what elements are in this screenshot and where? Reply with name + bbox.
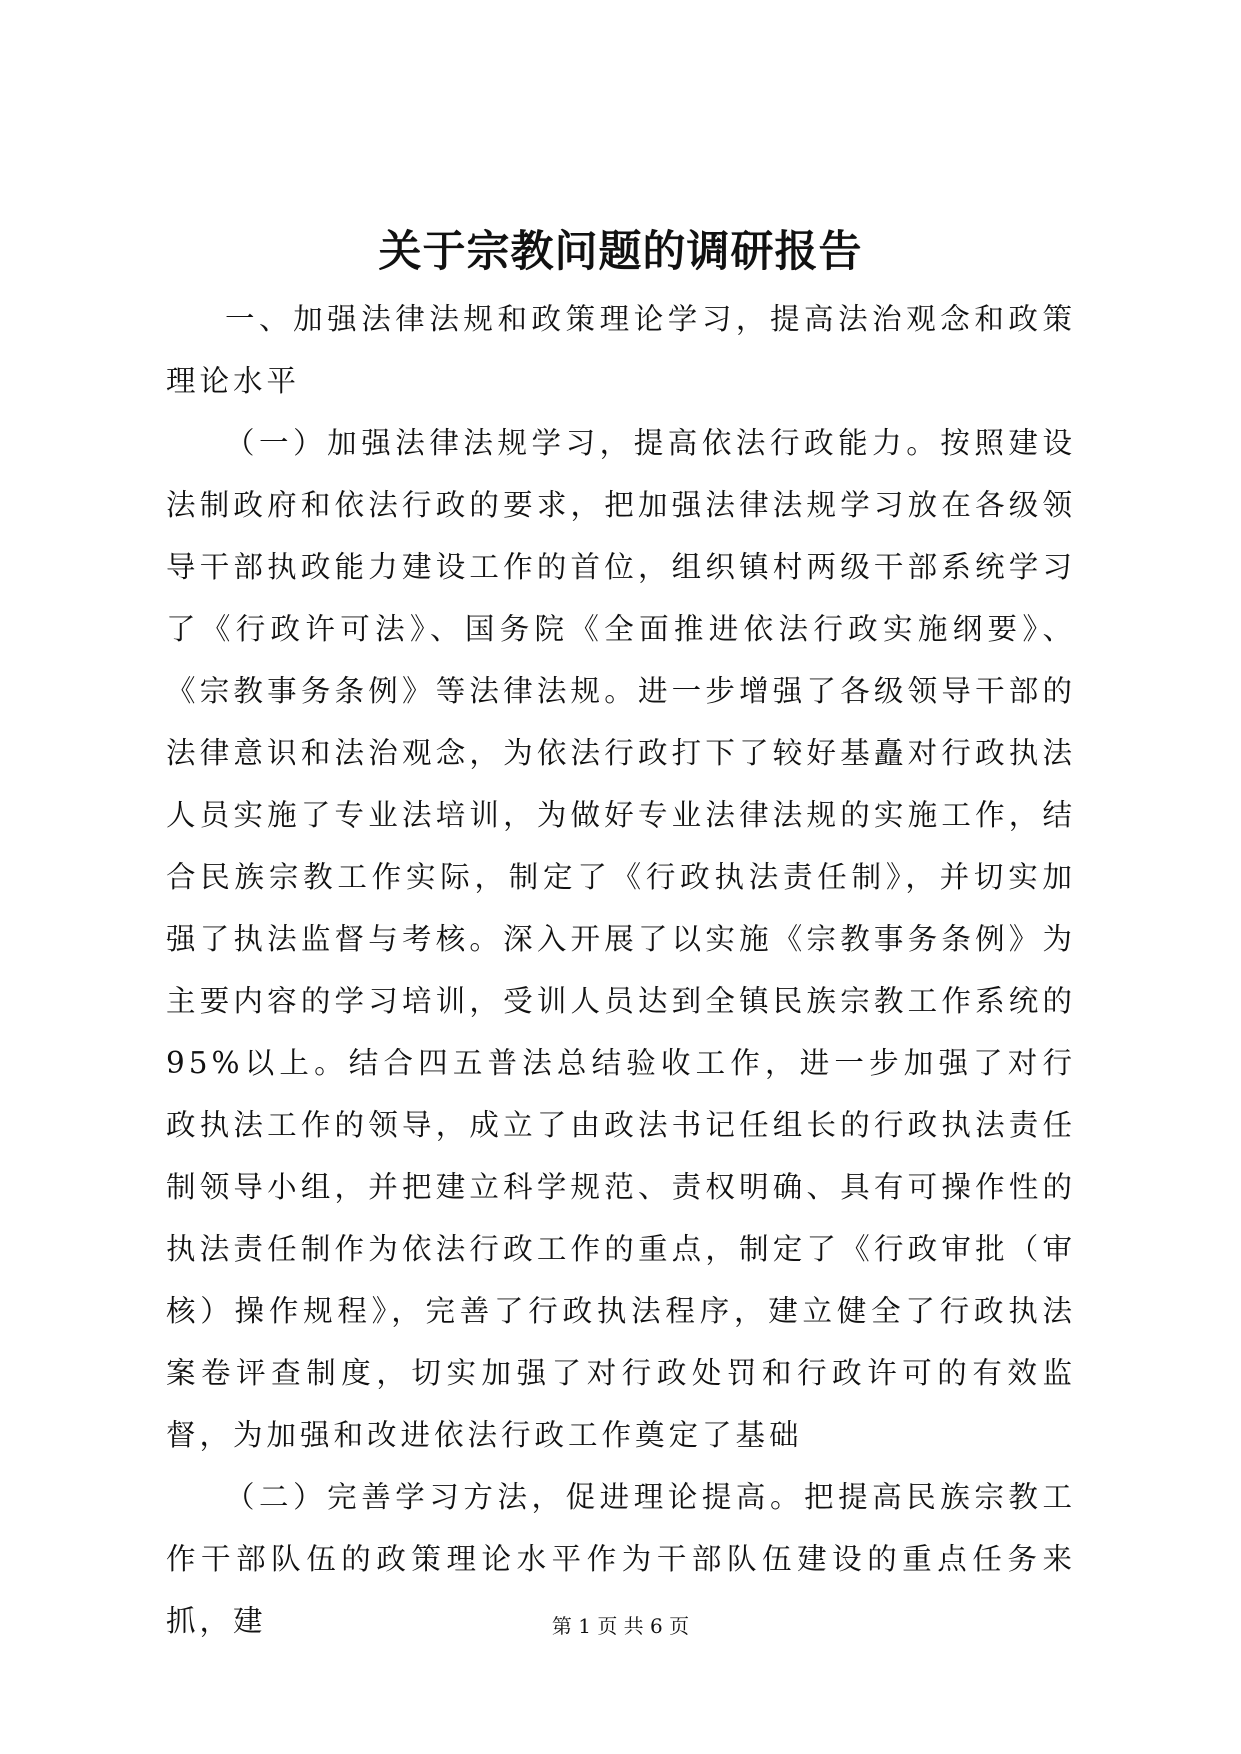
paragraph: （二）完善学习方法，促进理论提高。把提高民族宗教工作干部队伍的政策理论水平作为干部队伍建设的重点任务来抓，建 xyxy=(166,1480,1076,1638)
paragraph: （一）加强法律法规学习，提高依法行政能力。按照建设法制政府和依法行政的要求，把加强法律法规学习放在各级领导干部执政能力建设工作的首位，组织镇村两级干部系统学习了《行政许可法》、国务院《全面推进依法行政实施纲要》、《宗教事务条例》等法律法规。进一步增强了各级领导干部的法律意识和法治观念，为依法行政打下了较好基矗对行政执法人员实施了专业法培训，为做好专业法律法规的实施工作，结合民族宗教工作实际，制定了《行政执法责任制》，并切实加强了执法监督与考核。深入开展了以实施《宗教事务条例》为主要内容的学习培训，受训人员达到全镇民族宗教工作系统的95%以上。结合四五普法总结验收工作，进一步加强了对行政执法工作的领导，成立了由政法书记任组长的行政执法责任制领导小组，并把建立科学规范、责权明确、具有可操作性的执法责任制作为依法行政工作的重点，制定了《行政审批（审核）操作规程》，完善了行政执法程序，建立健全了行政执法案卷评查制度，切实加强了对行政处罚和行政许可的有效监督，为加强和改进依法行政工作奠定了基础 xyxy=(166,426,1076,1452)
document-title: 关于宗教问题的调研报告 xyxy=(378,227,863,277)
page-footer: 第 1 页 共 6 页 xyxy=(551,1614,690,1638)
document-body xyxy=(166,288,1076,1652)
section-heading: 一、加强法律法规和政策理论学习，提高法治观念和政策理论水平 xyxy=(166,302,1076,398)
